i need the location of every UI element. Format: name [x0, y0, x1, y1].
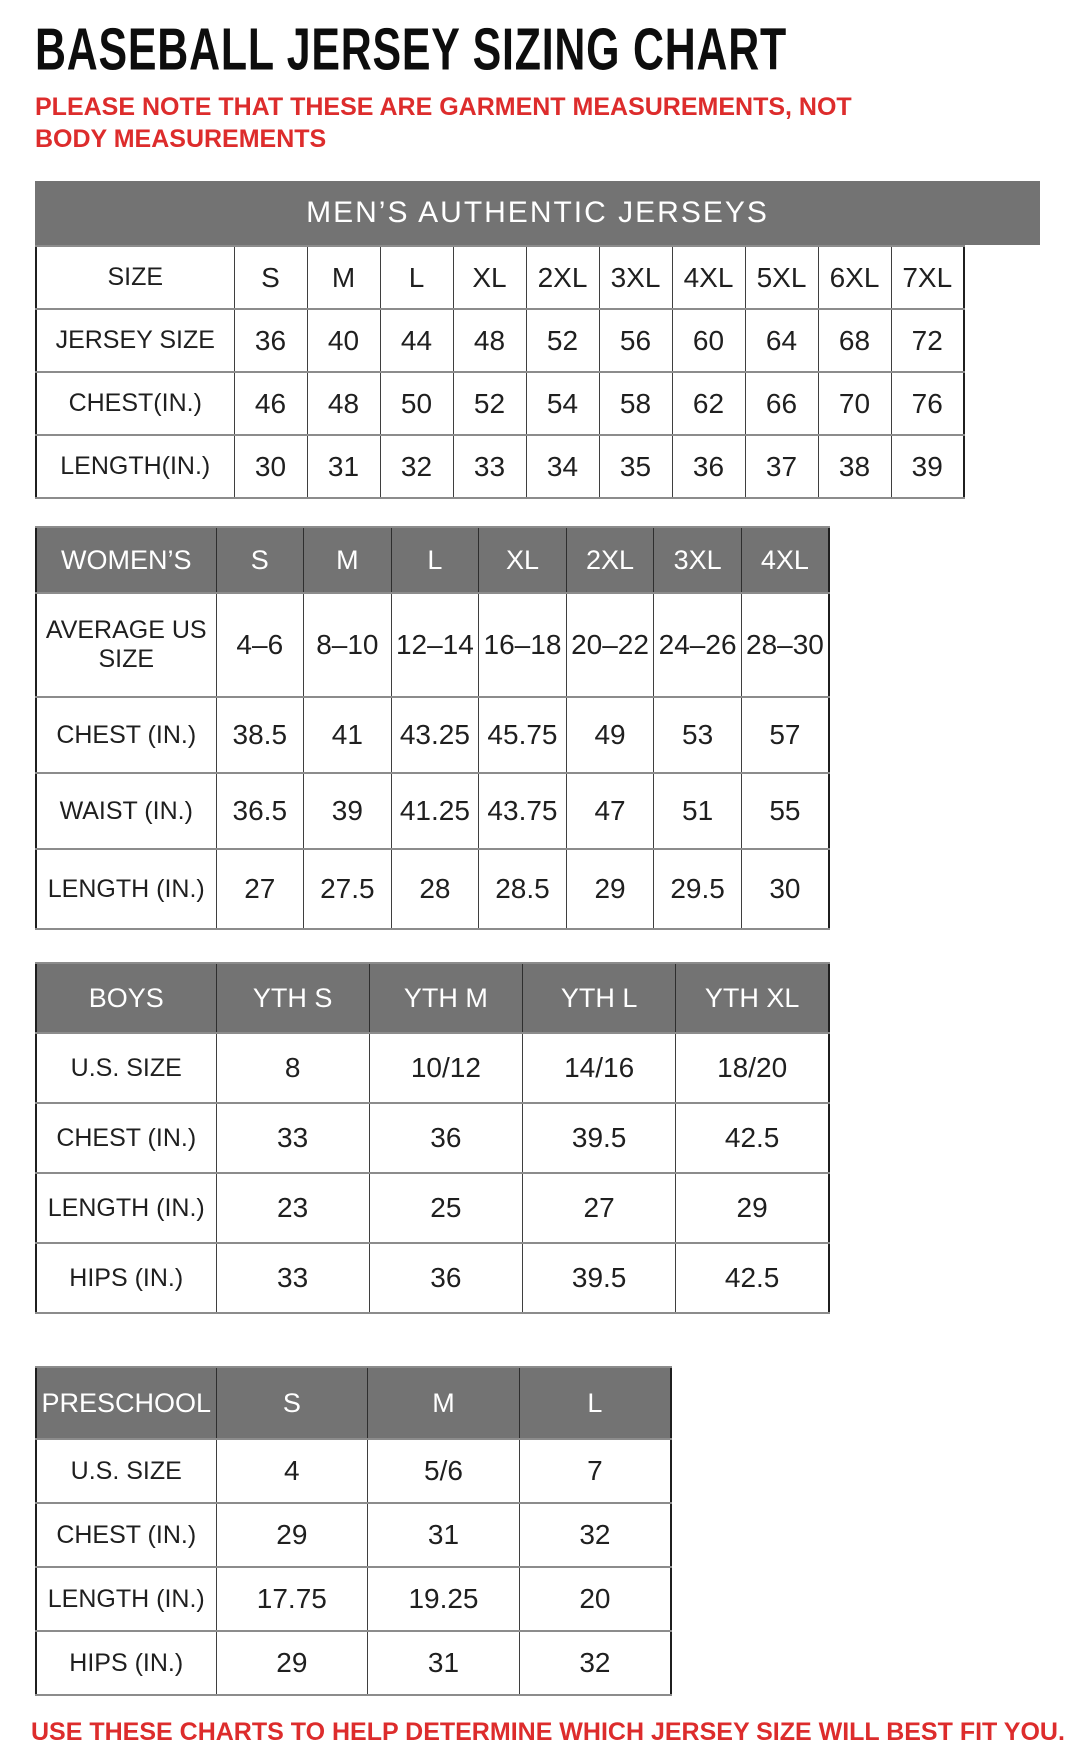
table-row — [36, 435, 964, 498]
value-cell: 12–14 — [391, 593, 479, 697]
table-row — [36, 1631, 671, 1695]
header-cell: S — [216, 1367, 368, 1439]
table-row — [36, 1173, 829, 1243]
row-label: CHEST (IN.) — [36, 697, 216, 773]
value-cell: 36 — [369, 1243, 522, 1313]
value-cell: 20–22 — [566, 593, 654, 697]
table-header-row — [36, 963, 829, 1033]
header-cell: WOMEN’S — [36, 527, 216, 593]
value-cell: 58 — [599, 372, 672, 435]
value-cell: 16–18 — [479, 593, 567, 697]
table-header-row — [36, 1367, 671, 1439]
row-label: U.S. SIZE — [36, 1033, 216, 1103]
value-cell: 45.75 — [479, 697, 567, 773]
value-cell: 70 — [818, 372, 891, 435]
header-cell: 6XL — [818, 246, 891, 309]
value-cell: 32 — [519, 1503, 671, 1567]
value-cell: 56 — [599, 309, 672, 372]
value-cell: 24–26 — [654, 593, 742, 697]
mens-sizing-table — [35, 245, 965, 499]
value-cell: 33 — [216, 1243, 369, 1313]
value-cell: 60 — [672, 309, 745, 372]
value-cell: 46 — [234, 372, 307, 435]
row-label: HIPS (IN.) — [36, 1631, 216, 1695]
value-cell: 10/12 — [369, 1033, 522, 1103]
boys-sizing-table — [35, 962, 830, 1314]
row-label: U.S. SIZE — [36, 1439, 216, 1503]
header-cell: M — [368, 1367, 520, 1439]
table-row — [36, 773, 829, 849]
preschool-sizing-table — [35, 1366, 672, 1696]
value-cell: 42.5 — [676, 1103, 829, 1173]
table-header-row — [36, 246, 964, 309]
header-cell: 3XL — [599, 246, 672, 309]
value-cell: 64 — [745, 309, 818, 372]
value-cell: 41 — [304, 697, 392, 773]
value-cell: 54 — [526, 372, 599, 435]
garment-measurements-note: PLEASE NOTE THAT THESE ARE GARMENT MEASUREMENTS, NOT BODY MEASUREMENTS — [35, 93, 852, 153]
value-cell: 38 — [818, 435, 891, 498]
value-cell: 50 — [380, 372, 453, 435]
value-cell: 33 — [216, 1103, 369, 1173]
header-cell: S — [234, 246, 307, 309]
value-cell: 42.5 — [676, 1243, 829, 1313]
row-label: AVERAGE US SIZE — [36, 593, 216, 697]
value-cell: 32 — [519, 1631, 671, 1695]
value-cell: 7 — [519, 1439, 671, 1503]
value-cell: 52 — [453, 372, 526, 435]
table-row — [36, 849, 829, 929]
value-cell: 8 — [216, 1033, 369, 1103]
value-cell: 32 — [380, 435, 453, 498]
value-cell: 27 — [523, 1173, 676, 1243]
value-cell: 36 — [369, 1103, 522, 1173]
value-cell: 38.5 — [216, 697, 304, 773]
value-cell: 19.25 — [368, 1567, 520, 1631]
value-cell: 48 — [307, 372, 380, 435]
table-row — [36, 1243, 829, 1313]
table-header-row — [36, 527, 829, 593]
value-cell: 29 — [216, 1631, 368, 1695]
header-cell: XL — [453, 246, 526, 309]
value-cell: 25 — [369, 1173, 522, 1243]
value-cell: 29 — [216, 1503, 368, 1567]
value-cell: 39.5 — [523, 1243, 676, 1313]
row-label: LENGTH (IN.) — [36, 1567, 216, 1631]
table-row — [36, 1503, 671, 1567]
row-label: CHEST(IN.) — [36, 372, 234, 435]
header-cell: BOYS — [36, 963, 216, 1033]
value-cell: 5/6 — [368, 1439, 520, 1503]
value-cell: 39 — [304, 773, 392, 849]
header-cell: S — [216, 527, 304, 593]
header-cell: PRESCHOOL — [36, 1367, 216, 1439]
value-cell: 53 — [654, 697, 742, 773]
value-cell: 35 — [599, 435, 672, 498]
value-cell: 68 — [818, 309, 891, 372]
header-cell: 2XL — [566, 527, 654, 593]
value-cell: 27 — [216, 849, 304, 929]
value-cell: 37 — [745, 435, 818, 498]
header-cell: XL — [479, 527, 567, 593]
value-cell: 36 — [234, 309, 307, 372]
mens-authentic-jerseys-banner — [35, 181, 1040, 245]
value-cell: 30 — [741, 849, 829, 929]
header-cell: M — [307, 246, 380, 309]
womens-sizing-table — [35, 526, 830, 930]
value-cell: 4 — [216, 1439, 368, 1503]
table-row — [36, 1033, 829, 1103]
row-label: HIPS (IN.) — [36, 1243, 216, 1313]
table-row — [36, 1103, 829, 1173]
value-cell: 33 — [453, 435, 526, 498]
banner-label: MEN’S AUTHENTIC JERSEYS — [306, 196, 769, 229]
value-cell: 31 — [307, 435, 380, 498]
table-row — [36, 372, 964, 435]
table-row — [36, 1567, 671, 1631]
value-cell: 39.5 — [523, 1103, 676, 1173]
header-cell: SIZE — [36, 246, 234, 309]
footer-note: USE THESE CHARTS TO HELP DETERMINE WHICH JERSEY SIZE WILL BEST FIT YOU. — [31, 1718, 1065, 1746]
page-title-wrap — [35, 15, 1047, 83]
header-cell: 4XL — [741, 527, 829, 593]
header-cell: L — [391, 527, 479, 593]
value-cell: 27.5 — [304, 849, 392, 929]
value-cell: 31 — [368, 1631, 520, 1695]
table-row — [36, 697, 829, 773]
value-cell: 66 — [745, 372, 818, 435]
value-cell: 41.25 — [391, 773, 479, 849]
value-cell: 31 — [368, 1503, 520, 1567]
value-cell: 44 — [380, 309, 453, 372]
value-cell: 20 — [519, 1567, 671, 1631]
row-label: LENGTH(IN.) — [36, 435, 234, 498]
value-cell: 28–30 — [741, 593, 829, 697]
value-cell: 36 — [672, 435, 745, 498]
value-cell: 39 — [891, 435, 964, 498]
value-cell: 36.5 — [216, 773, 304, 849]
table-row — [36, 593, 829, 697]
value-cell: 4–6 — [216, 593, 304, 697]
value-cell: 14/16 — [523, 1033, 676, 1103]
header-cell: YTH M — [369, 963, 522, 1033]
value-cell: 29 — [566, 849, 654, 929]
value-cell: 29.5 — [654, 849, 742, 929]
table-row — [36, 1439, 671, 1503]
header-cell: YTH S — [216, 963, 369, 1033]
header-cell: 7XL — [891, 246, 964, 309]
value-cell: 47 — [566, 773, 654, 849]
value-cell: 49 — [566, 697, 654, 773]
header-cell: YTH XL — [676, 963, 829, 1033]
value-cell: 52 — [526, 309, 599, 372]
value-cell: 76 — [891, 372, 964, 435]
header-cell: YTH L — [523, 963, 676, 1033]
value-cell: 43.75 — [479, 773, 567, 849]
value-cell: 28 — [391, 849, 479, 929]
row-label: LENGTH (IN.) — [36, 849, 216, 929]
header-cell: 4XL — [672, 246, 745, 309]
table-row — [36, 309, 964, 372]
value-cell: 34 — [526, 435, 599, 498]
value-cell: 17.75 — [216, 1567, 368, 1631]
value-cell: 23 — [216, 1173, 369, 1243]
header-cell: L — [380, 246, 453, 309]
value-cell: 72 — [891, 309, 964, 372]
header-cell: 2XL — [526, 246, 599, 309]
row-label: CHEST (IN.) — [36, 1103, 216, 1173]
value-cell: 29 — [676, 1173, 829, 1243]
header-cell: L — [519, 1367, 671, 1439]
header-cell: M — [304, 527, 392, 593]
value-cell: 55 — [741, 773, 829, 849]
value-cell: 40 — [307, 309, 380, 372]
row-label: JERSEY SIZE — [36, 309, 234, 372]
value-cell: 57 — [741, 697, 829, 773]
header-cell: 3XL — [654, 527, 742, 593]
value-cell: 48 — [453, 309, 526, 372]
value-cell: 43.25 — [391, 697, 479, 773]
header-cell: 5XL — [745, 246, 818, 309]
value-cell: 51 — [654, 773, 742, 849]
row-label: CHEST (IN.) — [36, 1503, 216, 1567]
value-cell: 30 — [234, 435, 307, 498]
page-title: BASEBALL JERSEY SIZING CHART — [35, 15, 788, 83]
value-cell: 8–10 — [304, 593, 392, 697]
value-cell: 62 — [672, 372, 745, 435]
row-label: WAIST (IN.) — [36, 773, 216, 849]
row-label: LENGTH (IN.) — [36, 1173, 216, 1243]
value-cell: 18/20 — [676, 1033, 829, 1103]
value-cell: 28.5 — [479, 849, 567, 929]
